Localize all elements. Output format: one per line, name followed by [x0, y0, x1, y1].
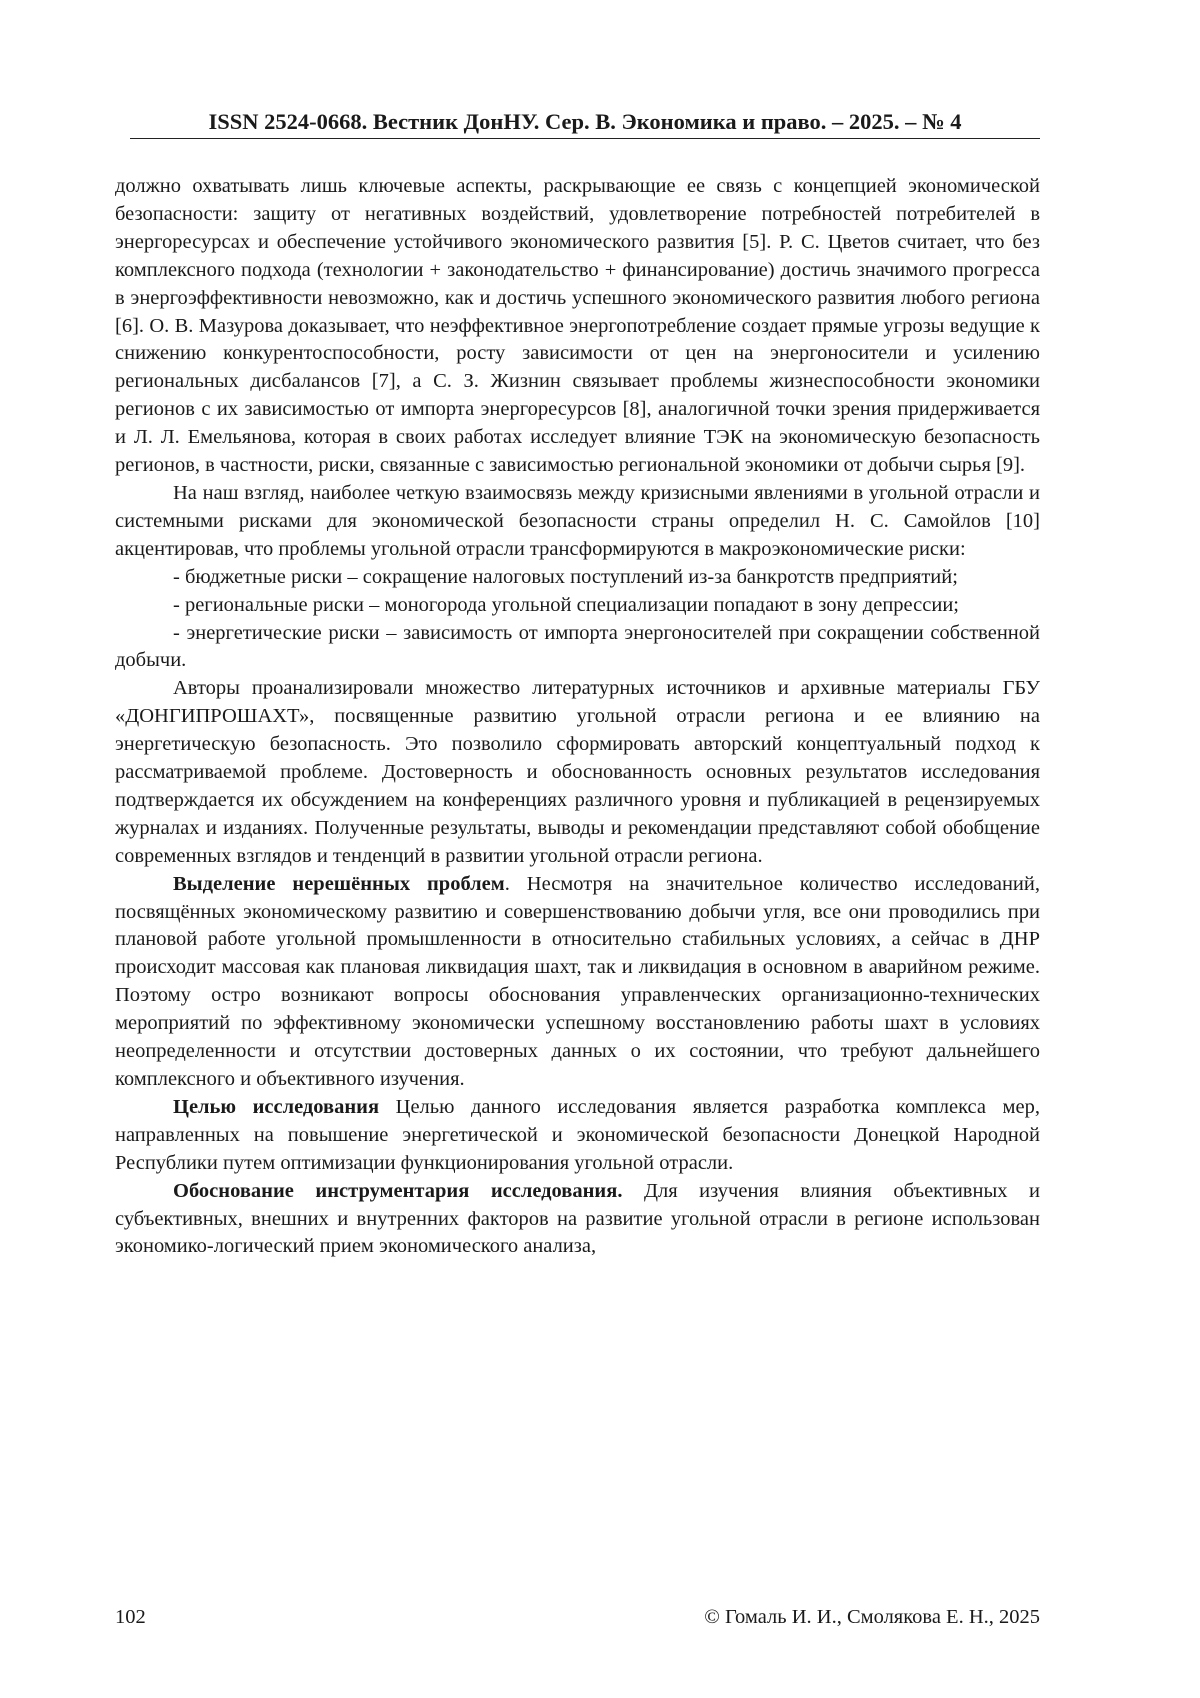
- bullet-budget-risks: - бюджетные риски – сокращение налоговых поступлений из-за банкротств предприятий;: [173, 565, 958, 588]
- copyright-notice: © Гомаль И. И., Смолякова Е. Н., 2025: [704, 1606, 1040, 1628]
- research-goal-text: Целью данного исследования является разработка комплекса мер, направленных на повышение энергетической и экономической безопасности Донецкой Народной Республики путем оптимизации функционирования угольной отрасли.: [115, 1095, 1040, 1174]
- research-goal-heading: Целью исследования: [173, 1095, 380, 1118]
- bullet-regional-risks: - региональные риски – моногорода угольной специализации попадают в зону депрессии;: [173, 593, 959, 616]
- research-tools-text: Для изучения влияния объективных и субъективных, внешних и внутренних факторов на развитие угольной отрасли в регионе использован экономико-логический прием экономического анализа,: [115, 1179, 1040, 1258]
- article-body: [115, 173, 1040, 1261]
- research-tools-heading: Обоснование инструментария исследования.: [173, 1179, 623, 1202]
- paragraph-sources: Авторы проанализировали множество литературных источников и архивные материалы ГБУ «ДОНГИПРОШАХТ», посвященные развитию угольной отрасли региона и ее влиянию на энергетическую безопасность. Это позволило сформировать авторский концептуальный подход к рассматриваемой проблеме. Достоверность и обоснованность основных результатов исследования подтверждается их обсуждением на конференциях различного уровня и публикацией в рецензируемых журналах и изданиях. Полученные результаты, выводы и рекомендации представляют собой обобщение современных взглядов и тенденций в развитии угольной отрасли региона.: [115, 677, 1040, 867]
- page-number: 102: [115, 1606, 146, 1628]
- bullet-energy-risks: - энергетические риски – зависимость от импорта энергоносителей при сокращении собственной добычи.: [115, 621, 1040, 672]
- paragraph-unsolved-problems: [115, 871, 1040, 1094]
- unsolved-problems-text: . Несмотря на значительное количество исследований, посвящённых экономическому развитию и совершенствованию добычи угля, все они проводились при плановой работе угольной промышленности в относительно стабильных условиях, а сейчас в ДНР происходит массовая как плановая ликвидация шахт, так и ликвидация в основном в аварийном режиме. Поэтому остро возникают вопросы обоснования управленческих организационно-технических мероприятий по эффективному экономически успешному восстановлению работы шахт в условиях неопределенности и отсутствии достоверных данных о их состоянии, что требуют дальнейшего комплексного и объективного изучения.: [115, 872, 1040, 1090]
- paragraph-research-tools: [115, 1178, 1040, 1262]
- paragraph-literature-review: должно охватывать лишь ключевые аспекты, раскрывающие ее связь с концепцией экономической безопасности: защиту от негативных воздействий, удовлетворение потребностей потребителей в энергоресурсах и обеспечение устойчивого экономического развития [5]. Р. С. Цветов считает, что без комплексного подхода (технологии + законодательство + финансирование) достичь значимого прогресса в энергоэффективности невозможно, как и достичь успешного экономического развития любого региона [6]. О. В. Мазурова доказывает, что неэффективное энергопотребление создает прямые угрозы ведущие к снижению конкурентоспособности, росту зависимости от цен на энергоносители и усилению региональных дисбалансов [7], а С. З. Жизнин связывает проблемы жизнеспособности экономики регионов с их зависимостью от импорта энергоресурсов [8], аналогичной точки зрения придерживается и Л. Л. Емельянова, которая в своих работах исследует влияние ТЭК на экономическую безопасность регионов, в частности, риски, связанные с зависимостью региональной экономики от добычи сырья [9].: [115, 175, 1040, 477]
- unsolved-problems-heading: Выделение нерешённых проблем: [173, 872, 505, 895]
- journal-header: ISSN 2524-0668. Вестник ДонНУ. Сер. В. Экономика и право. – 2025. – № 4: [130, 108, 1040, 139]
- paragraph-samoylov: На наш взгляд, наиболее четкую взаимосвязь между кризисными явлениями в угольной отрасли и системными рисками для экономической безопасности страны определил Н. С. Самойлов [10] акцентировав, что проблемы угольной отрасли трансформируются в макроэкономические риски:: [115, 481, 1040, 560]
- paragraph-research-goal: [115, 1094, 1040, 1178]
